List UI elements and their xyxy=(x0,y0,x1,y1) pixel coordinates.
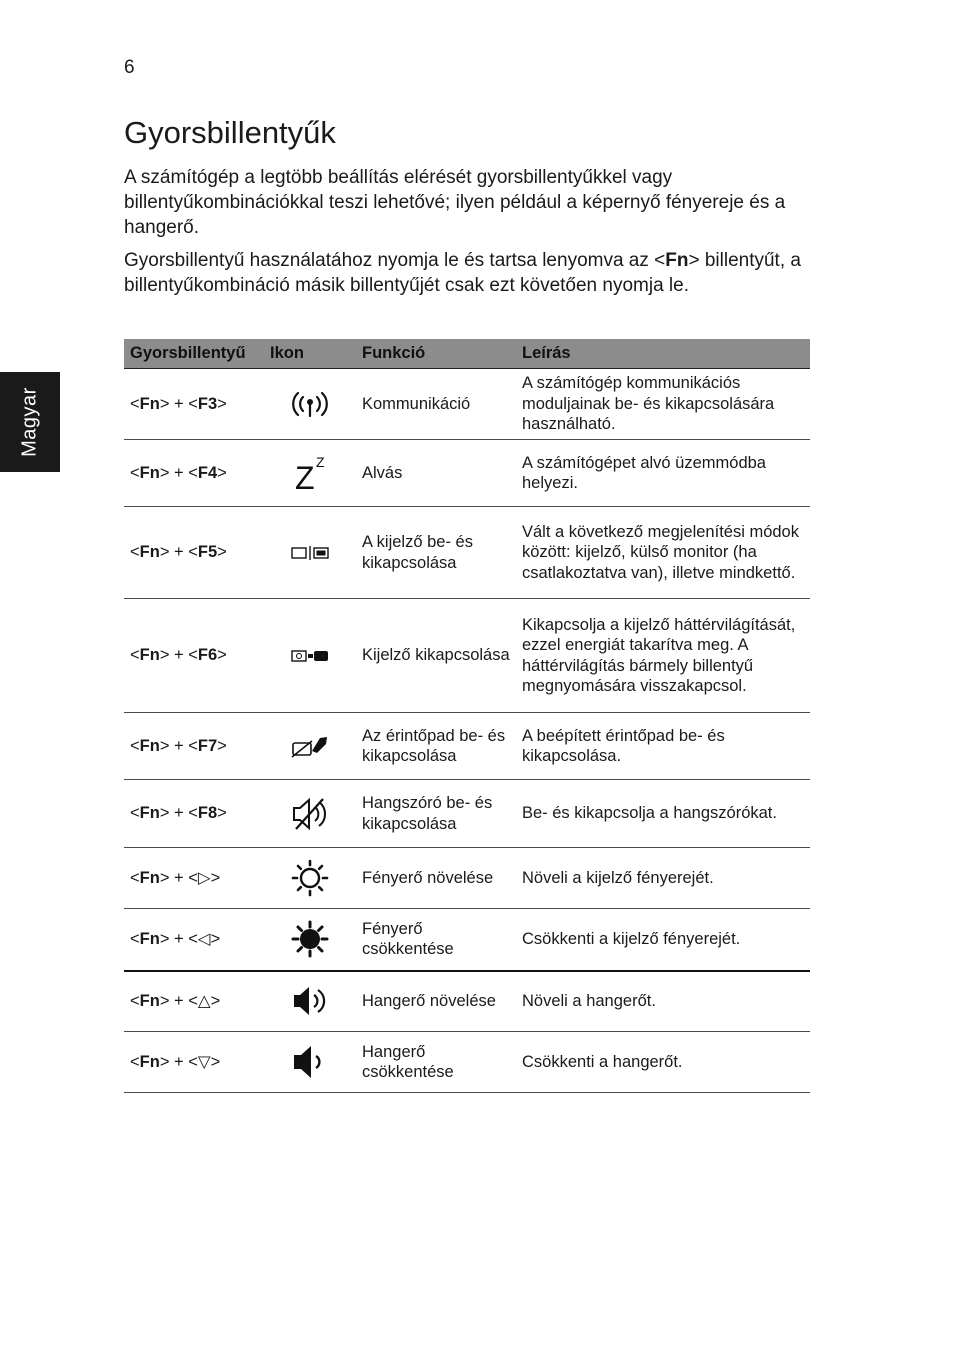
icon-cell xyxy=(264,1032,356,1093)
table-row xyxy=(124,440,810,507)
display-toggle-icon xyxy=(264,545,356,561)
icon-cell xyxy=(264,369,356,440)
usage-text-after: > billentyűt, a billentyűkombináció másik billentyűjét csak ezt követően nyomja le. xyxy=(124,250,801,296)
function-cell: Fényerő csökkentése xyxy=(356,909,516,971)
description-cell: A számítógép kommunikációs moduljainak be- és kikapcsolására használható. xyxy=(516,369,810,440)
description-cell: A számítógépet alvó üzemmódba helyezi. xyxy=(516,440,810,507)
function-cell: Hangerő csökkentése xyxy=(356,1032,516,1093)
fn-key: Fn xyxy=(139,646,160,665)
table-header-row xyxy=(124,339,810,369)
brightness-up-icon xyxy=(264,858,356,898)
description-cell: Csökkenti a kijelző fényerejét. xyxy=(516,909,810,971)
hotkey-cell: <Fn> + <F7> xyxy=(124,713,264,780)
usage-text-before: Gyorsbillentyű használatához nyomja le és tartsa lenyomva az < xyxy=(124,250,666,271)
hotkey-cell: <Fn> + <▷> xyxy=(124,848,264,909)
function-cell: A kijelző be- és kikapcsolása xyxy=(356,507,516,599)
display-off-icon xyxy=(264,648,356,664)
table-row xyxy=(124,909,810,971)
brightness-down-icon xyxy=(264,919,356,959)
table-row xyxy=(124,713,810,780)
hotkey-cell: <Fn> + <◁> xyxy=(124,909,264,971)
header-description: Leírás xyxy=(516,339,810,369)
hotkey-key: F8 xyxy=(197,804,218,823)
fn-key: Fn xyxy=(139,736,160,755)
hotkey-key: F7 xyxy=(197,736,218,755)
hotkey-table xyxy=(124,339,810,1093)
hotkey-key: ▽ xyxy=(197,1052,211,1071)
table-row xyxy=(124,369,810,440)
fn-key: Fn xyxy=(139,1052,160,1071)
hotkey-key: F4 xyxy=(197,463,218,482)
function-cell: Az érintőpad be- és kikapcsolása xyxy=(356,713,516,780)
hotkey-cell: <Fn> + <△> xyxy=(124,971,264,1032)
function-cell: Hangerő növelése xyxy=(356,971,516,1032)
page-number: 6 xyxy=(124,57,135,78)
hotkey-key: F6 xyxy=(197,646,218,665)
table-row xyxy=(124,780,810,848)
hotkey-cell: <Fn> + <▽> xyxy=(124,1032,264,1093)
fn-key: Fn xyxy=(139,868,160,887)
hotkey-cell: <Fn> + <F5> xyxy=(124,507,264,599)
hotkey-cell: <Fn> + <F3> xyxy=(124,369,264,440)
hotkey-key: F5 xyxy=(197,543,218,562)
usage-paragraph xyxy=(124,248,814,298)
fn-key: Fn xyxy=(139,394,160,413)
icon-cell xyxy=(264,971,356,1032)
fn-key: Fn xyxy=(139,992,160,1010)
touchpad-toggle-icon xyxy=(264,733,356,759)
description-cell: Növeli a hangerőt. xyxy=(516,971,810,1032)
hotkey-key: △ xyxy=(197,992,211,1010)
description-cell: Vált a következő megjelenítési módok között: kijelző, külső monitor (ha csatlakoztatva van), illetve mindkettő. xyxy=(516,507,810,599)
icon-cell xyxy=(264,848,356,909)
hotkey-cell: <Fn> + <F4> xyxy=(124,440,264,507)
table-row xyxy=(124,599,810,713)
icon-cell xyxy=(264,599,356,713)
header-function: Funkció xyxy=(356,339,516,369)
description-cell: Be- és kikapcsolja a hangszórókat. xyxy=(516,780,810,848)
hotkey-key: ◁ xyxy=(197,930,211,948)
fn-key: Fn xyxy=(139,930,160,948)
volume-up-icon xyxy=(264,984,356,1018)
hotkey-cell: <Fn> + <F8> xyxy=(124,780,264,848)
function-cell: Alvás xyxy=(356,440,516,507)
icon-cell xyxy=(264,909,356,971)
icon-cell xyxy=(264,780,356,848)
language-label: Magyar xyxy=(18,387,41,457)
table-row xyxy=(124,1032,810,1093)
header-hotkey: Gyorsbillentyű xyxy=(124,339,264,369)
language-side-tab xyxy=(0,372,60,472)
wireless-icon xyxy=(264,389,356,419)
fn-key: Fn xyxy=(665,250,689,271)
svg-text:Z: Z xyxy=(316,454,325,470)
svg-text:Z: Z xyxy=(295,460,315,493)
intro-paragraph: A számítógép a legtöbb beállítás elérését gyorsbillentyűkkel vagy billentyűkombinációkkal teszi lehetővé; ilyen például a képernyő fényereje és a hangerő. xyxy=(124,167,786,238)
hotkey-key: F3 xyxy=(197,394,218,413)
fn-key: Fn xyxy=(139,463,160,482)
page-title: Gyorsbillentyűk xyxy=(124,115,336,150)
sleep-icon xyxy=(264,453,356,493)
header-icon: Ikon xyxy=(264,339,356,369)
icon-cell xyxy=(264,713,356,780)
icon-cell xyxy=(264,440,356,507)
function-cell: Kijelző kikapcsolása xyxy=(356,599,516,713)
table-row xyxy=(124,848,810,909)
description-cell: Kikapcsolja a kijelző háttérvilágítását, ezzel energiát takarítva meg. A háttérvilágítás bármely billentyű megnyomására visszakapcsol. xyxy=(516,599,810,713)
icon-cell xyxy=(264,507,356,599)
fn-key: Fn xyxy=(139,804,160,823)
description-cell: A beépített érintőpad be- és kikapcsolása. xyxy=(516,713,810,780)
hotkey-cell: <Fn> + <F6> xyxy=(124,599,264,713)
hotkey-key: ▷ xyxy=(197,868,211,887)
speaker-mute-icon xyxy=(264,796,356,832)
function-cell: Fényerő növelése xyxy=(356,848,516,909)
table-row xyxy=(124,971,810,1032)
function-cell: Kommunikáció xyxy=(356,369,516,440)
fn-key: Fn xyxy=(139,543,160,562)
volume-down-icon xyxy=(264,1044,356,1080)
function-cell: Hangszóró be- és kikapcsolása xyxy=(356,780,516,848)
description-cell: Csökkenti a hangerőt. xyxy=(516,1032,810,1093)
table-row xyxy=(124,507,810,599)
description-cell: Növeli a kijelző fényerejét. xyxy=(516,848,810,909)
